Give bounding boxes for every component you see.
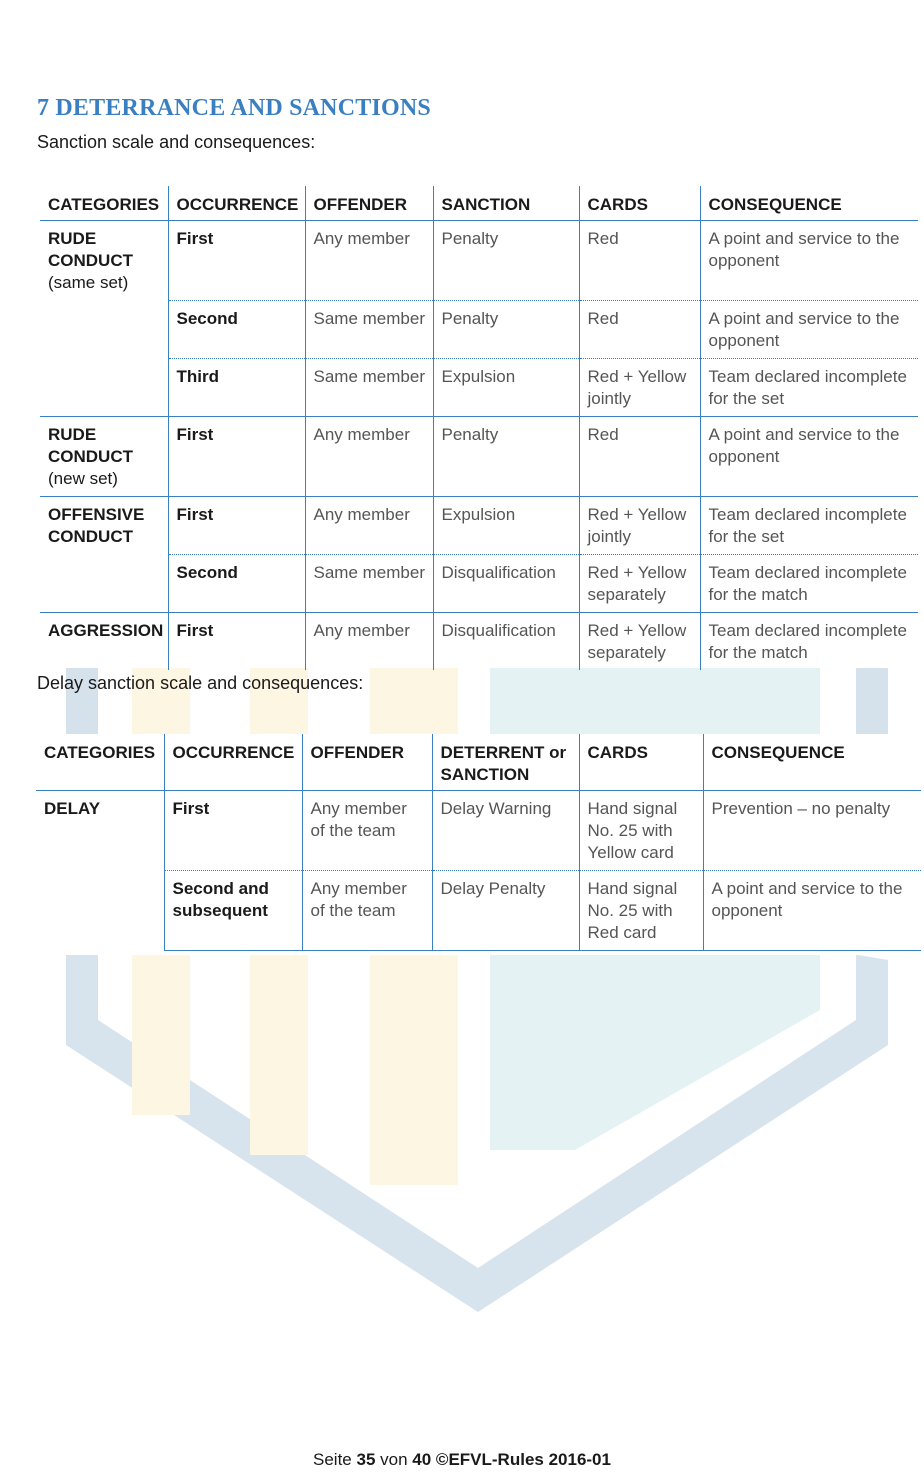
sanction-table <box>40 186 918 670</box>
category-label: OFFENSIVE CONDUCT <box>48 505 145 546</box>
occurrence-cell: First <box>168 613 305 671</box>
category-sub-label: (new set) <box>48 469 118 488</box>
header-offender: OFFENDER <box>302 734 432 791</box>
occurrence-cell: First <box>164 791 302 871</box>
footer-page-total: 40 <box>412 1450 432 1469</box>
consequence-cell: A point and service to the opponent <box>700 301 918 359</box>
occurrence-cell: First <box>168 221 305 301</box>
consequence-cell: Prevention – no penalty <box>703 791 921 871</box>
category-label: DELAY <box>44 799 101 818</box>
occurrence-cell: First <box>168 497 305 555</box>
header-consequence: CONSEQUENCE <box>703 734 921 791</box>
occurrence-cell: First <box>168 417 305 497</box>
category-cell <box>40 497 168 613</box>
table-row <box>36 791 921 871</box>
consequence-cell: Team declared incomplete for the match <box>700 613 918 671</box>
sanction-cell: Delay Warning <box>432 791 579 871</box>
header-deterrent-sanction: DETERRENT or SANCTION <box>432 734 579 791</box>
cards-cell: Red + Yellow separately <box>579 613 700 671</box>
sanction-cell: Expulsion <box>433 359 579 417</box>
table-row <box>40 301 918 359</box>
occurrence-cell: Second and subsequent <box>164 871 302 951</box>
consequence-cell: Team declared incomplete for the set <box>700 359 918 417</box>
offender-cell: Any member <box>305 497 433 555</box>
cards-cell: Red + Yellow separately <box>579 555 700 613</box>
footer-page-number: 35 <box>356 1450 376 1469</box>
header-categories: CATEGORIES <box>40 186 168 221</box>
sanction-cell: Expulsion <box>433 497 579 555</box>
offender-cell: Any member <box>305 221 433 301</box>
section-heading: 7 DETERRANCE AND SANCTIONS <box>37 95 431 121</box>
cards-cell: Red <box>579 417 700 497</box>
cards-cell: Red <box>579 221 700 301</box>
table-row <box>40 417 918 497</box>
category-cell <box>40 221 168 417</box>
consequence-cell: A point and service to the opponent <box>700 221 918 301</box>
table-row <box>40 221 918 301</box>
cards-cell: Red + Yellow jointly <box>579 497 700 555</box>
sanction-cell: Penalty <box>433 301 579 359</box>
header-sanction: SANCTION <box>433 186 579 221</box>
table-header-row <box>40 186 918 221</box>
header-consequence: CONSEQUENCE <box>700 186 918 221</box>
table-row <box>40 613 918 671</box>
category-cell <box>40 417 168 497</box>
offender-cell: Same member <box>305 359 433 417</box>
header-cards: CARDS <box>579 186 700 221</box>
table-row <box>36 871 921 951</box>
offender-cell: Same member <box>305 301 433 359</box>
consequence-cell: A point and service to the opponent <box>700 417 918 497</box>
consequence-cell: Team declared incomplete for the match <box>700 555 918 613</box>
offender-cell: Any member <box>305 613 433 671</box>
intro-text-delay: Delay sanction scale and consequences: <box>37 673 364 693</box>
footer-middle: von <box>375 1450 413 1469</box>
sanction-cell: Disqualification <box>433 555 579 613</box>
sanction-cell: Delay Penalty <box>432 871 579 951</box>
sanction-cell: Disqualification <box>433 613 579 671</box>
header-occurrence: OCCURRENCE <box>168 186 305 221</box>
offender-cell: Any member of the team <box>302 871 432 951</box>
sanction-cell: Penalty <box>433 417 579 497</box>
occurrence-cell: Second <box>168 555 305 613</box>
category-label: RUDE CONDUCT <box>48 229 133 270</box>
offender-cell: Same member <box>305 555 433 613</box>
header-categories: CATEGORIES <box>36 734 164 791</box>
footer-copyright: ©EFVL-Rules 2016-01 <box>431 1450 611 1469</box>
table-row <box>40 359 918 417</box>
offender-cell: Any member <box>305 417 433 497</box>
footer-prefix: Seite <box>313 1450 357 1469</box>
category-cell <box>40 613 168 671</box>
table-header-row <box>36 734 921 791</box>
offender-cell: Any member of the team <box>302 791 432 871</box>
category-label: RUDE CONDUCT <box>48 425 133 466</box>
header-offender: OFFENDER <box>305 186 433 221</box>
category-sub-label: (same set) <box>48 273 129 292</box>
category-label: AGGRESSION <box>48 621 164 640</box>
occurrence-cell: Second <box>168 301 305 359</box>
table-row <box>40 555 918 613</box>
consequence-cell: A point and service to the opponent <box>703 871 921 951</box>
cards-cell: Hand signal No. 25 with Red card <box>579 871 703 951</box>
intro-text-sanctions: Sanction scale and consequences: <box>37 132 316 152</box>
header-cards: CARDS <box>579 734 703 791</box>
delay-sanction-table <box>36 734 921 951</box>
header-occurrence: OCCURRENCE <box>164 734 302 791</box>
consequence-cell: Team declared incomplete for the set <box>700 497 918 555</box>
cards-cell: Red <box>579 301 700 359</box>
category-cell <box>36 791 164 951</box>
occurrence-cell: Third <box>168 359 305 417</box>
sanction-cell: Penalty <box>433 221 579 301</box>
page-footer <box>0 1450 924 1470</box>
cards-cell: Red + Yellow jointly <box>579 359 700 417</box>
table-row <box>40 497 918 555</box>
cards-cell: Hand signal No. 25 with Yellow card <box>579 791 703 871</box>
